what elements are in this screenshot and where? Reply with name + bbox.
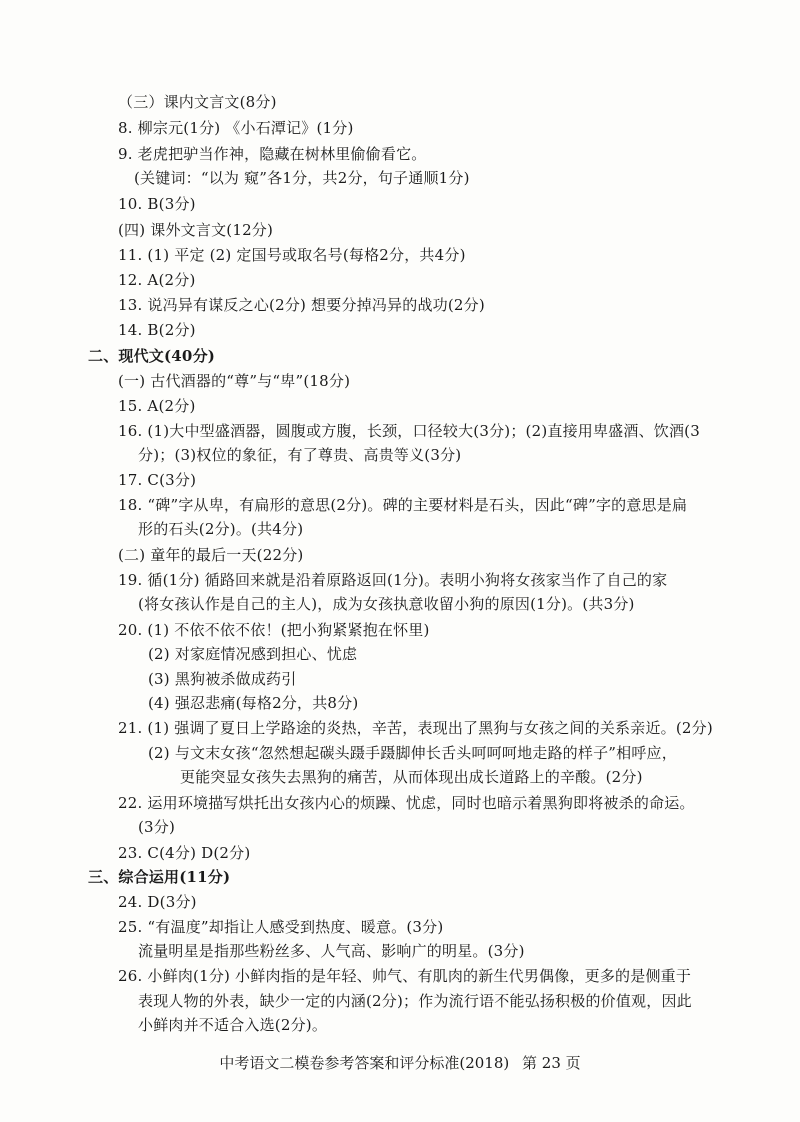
answer-20-part-3: (3) 黑狗被杀做成药引 (148, 670, 297, 688)
answer-24: 24. D(3分) (118, 893, 197, 911)
answer-9: 9. 老虎把驴当作神，隐藏在树林里偷偷看它。 (118, 145, 427, 163)
subsection-childhood-heading: (二) 童年的最后一天(22分) (118, 546, 304, 564)
answer-20-part-4: (4) 强忍悲痛(每格2分，共8分) (148, 694, 359, 712)
answer-16-line-1: 16. (1)大中型盛酒器，圆腹或方腹，长颈，口径较大(3分)；(2)直接用卑盛酒、饮酒(3 (118, 422, 700, 440)
answer-18-line-1: 18. “碑”字从卑，有扁形的意思(2分)。碑的主要材料是石头，因此“碑”字的意思是扁 (118, 496, 688, 514)
answer-13: 13. 说冯异有谋反之心(2分) 想要分掉冯异的战功(2分) (118, 296, 485, 314)
answer-21-part-2-line-2: 更能突显女孩失去黑狗的痛苦，从而体现出成长道路上的辛酸。(2分) (180, 768, 643, 786)
answer-19-line-2: (将女孩认作是自己的主人)，成为女孩执意收留小狗的原因(1分)。(共3分) (138, 595, 635, 613)
page-number: 第 23 页 (522, 1054, 581, 1072)
answer-10: 10. B(3分) (118, 195, 196, 213)
answer-26-line-3: 小鲜肉并不适合入选(2分)。 (138, 1016, 328, 1034)
answer-11: 11. (1) 平定 (2) 定国号或取名号(每格2分，共4分) (118, 246, 466, 264)
answer-20-part-1: 20. (1) 不依不依不依！(把小狗紧紧抱在怀里) (118, 621, 430, 639)
answer-25-line-1: 25. “有温度”却指让人感受到热度、暖意。(3分) (118, 918, 444, 936)
answer-22-line-1: 22. 运用环境描写烘托出女孩内心的烦躁、忧虑，同时也暗示着黑狗即将被杀的命运。 (118, 794, 695, 812)
answer-9-scoring: (关键词：“以为 窥”各1分，共2分，句子通顺1分) (134, 169, 470, 187)
answer-16-line-2: 分)；(3)权位的象征，有了尊贵、高贵等义(3分) (138, 446, 462, 464)
answer-18-line-2: 形的石头(2分)。(共4分) (138, 520, 304, 538)
answer-17: 17. C(3分) (118, 471, 197, 489)
answer-12: 12. A(2分) (118, 271, 196, 289)
answer-14: 14. B(2分) (118, 321, 196, 339)
section-classical-inner-heading: （三）课内文言文(8分) (118, 93, 277, 111)
answer-15: 15. A(2分) (118, 397, 196, 415)
answer-26-line-2: 表现人物的外表，缺少一定的内涵(2分)；作为流行语不能弘扬积极的价值观，因此 (138, 992, 692, 1010)
footer-title: 中考语文二模卷参考答案和评分标准(2018) (219, 1054, 510, 1072)
answer-22-line-2: (3分) (138, 818, 176, 836)
answer-21-part-2-line-1: (2) 与文末女孩“忽然想起碳头蹑手蹑脚伸长舌头呵呵呵地走路的样子”相呼应， (148, 744, 677, 762)
answer-19-line-1: 19. 循(1分) 循路回来就是沿着原路返回(1分)。表明小狗将女孩家当作了自己的家 (118, 571, 668, 589)
answer-8: 8. 柳宗元(1分) 《小石潭记》(1分) (118, 119, 354, 137)
answer-23: 23. C(4分) D(2分) (118, 844, 251, 862)
answer-26-line-1: 26. 小鲜肉(1分) 小鲜肉指的是年轻、帅气、有肌肉的新生代男偶像，更多的是侧重于 (118, 967, 692, 985)
answer-21-part-1: 21. (1) 强调了夏日上学路途的炎热，辛苦，表现出了黑狗与女孩之间的关系亲近。(2分) (118, 719, 713, 737)
answer-25-line-2: 流量明星是指那些粉丝多、人气高、影响广的明星。(3分) (138, 942, 525, 960)
section-classical-outer-heading: (四) 课外文言文(12分) (118, 221, 274, 239)
section-integrated-heading: 三、综合运用(11分) (88, 868, 231, 886)
section-modern-text-heading: 二、现代文(40分) (88, 347, 216, 365)
page-footer (0, 1052, 800, 1073)
answer-20-part-2: (2) 对家庭情况感到担心、忧虑 (148, 645, 358, 663)
subsection-wine-vessels-heading: (一) 古代酒器的“尊”与“卑”(18分) (118, 372, 351, 390)
